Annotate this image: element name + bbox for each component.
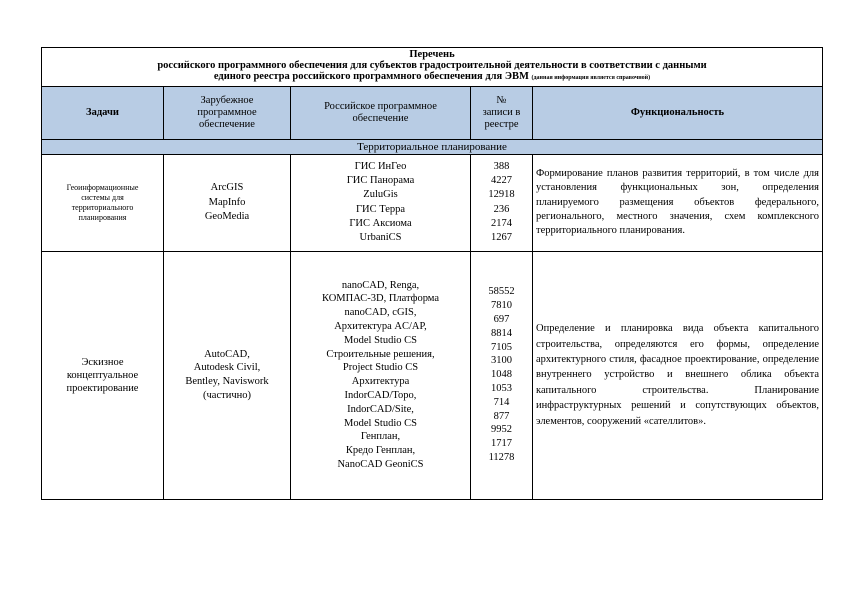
registry-number: 7105 [491,341,512,353]
russian-software-item: IndorCAD/Topo, [344,389,417,401]
russian-software-item: NanoCAD GeoniCS [337,458,424,470]
header-foreign-line-3: обеспечение [199,118,255,130]
russian-software-item: nanoCAD, cGIS, [344,307,417,319]
foreign-software-item: MapInfo [208,196,246,208]
russian-software-item: Строительные решения, [326,348,435,360]
russian-software-item: Генплан, [360,431,401,443]
russian-software-item: nanoCAD, Renga, [341,279,420,291]
task-cell [42,251,164,499]
registry-number: 1267 [491,232,512,244]
task-line: проектирование [66,382,139,394]
title-line-3 [44,71,820,84]
table-title [42,48,823,87]
header-foreign-line-2: программное [197,106,257,118]
russian-software-cell [291,154,471,251]
russian-software-item: ZuluGis [363,189,398,201]
russian-software-item: Архитектура AC/AP, [334,320,427,332]
russian-software-item: ГИС Панорама [346,175,415,187]
foreign-software-cell [164,154,291,251]
registry-number: 1717 [491,438,512,450]
functionality-cell: Определение и планировка вида объекта капитального строительства, определяются его формы, определение архитектурного стиля, фасадное проектирование, определение внутреннего устройство и внешнего облика объекта капитального строительства. Планирование инфраструктурных решений и сопутствующих объектов, элементов, сооружений «сателлитов». [533,251,823,499]
registry-number: 12918 [488,189,515,201]
registry-number: 8814 [491,327,512,339]
foreign-software-item: AutoCAD, [204,348,250,360]
registry-number: 697 [493,314,510,326]
registry-number: 58552 [488,286,515,298]
foreign-software-item: ArcGIS [210,182,244,194]
russian-software-item: Архитектура [351,376,410,388]
header-foreign-line-1: Зарубежное [200,94,254,106]
title-note: (данная информация является справочной) [531,75,651,82]
header-registry-number [471,86,533,139]
registry-number: 7810 [491,300,512,312]
title-line-2: российского программного обеспечения для субъектов градостроительной деятельности в соответствии с данными [157,60,707,72]
registry-number: 11278 [488,451,515,463]
russian-software-item: UrbaniCS [359,232,402,244]
task-line: системы для [81,192,124,202]
header-russian-software [291,86,471,139]
header-registry-line-2: записи в [482,106,521,118]
registry-number: 388 [493,161,510,172]
task-line: Геоинформационные [66,182,139,192]
section-title: Территориальное планирование [42,139,823,154]
russian-software-item: Model Studio CS [344,417,417,429]
task-line: планирования [78,212,127,222]
registry-number-cell [471,154,533,251]
task-cell [42,154,164,251]
foreign-software-item: Bentley, Naviswork [185,376,269,388]
russian-software-item: Model Studio CS [344,334,417,346]
registry-number: 3100 [491,355,512,367]
russian-software-item: IndorCAD/Site, [347,403,414,415]
russian-software-cell [291,251,471,499]
header-foreign-software [164,86,291,139]
registry-number: 1053 [491,383,512,394]
foreign-software-item: (частично) [203,389,251,401]
registry-number: 4227 [491,175,512,187]
russian-software-item: КОМПАС-3D, Платформа [321,293,440,305]
title-line-1: Перечень [409,49,455,60]
functionality-cell: Формирование планов развития территорий, в том числе для установления функциональных зон, определения планируемого размещения объектов федерального, регионального, местного значения, схем комплексного территориального планирования. [533,154,823,251]
russian-software-item: Project Studio CS [342,362,419,374]
foreign-software-item: Autodesk Civil, [193,362,261,374]
software-registry-table [41,47,823,500]
header-registry-line-1: № [496,94,507,106]
title-row [42,48,823,87]
task-line: территориального [71,202,134,212]
section-row [42,139,823,154]
registry-number: 9952 [491,424,512,436]
registry-number-cell [471,251,533,499]
registry-number: 236 [493,203,510,215]
registry-number: 714 [493,396,510,408]
registry-number: 877 [493,410,510,422]
header-functionality: Функциональность [533,86,823,139]
task-line: концептуальное [66,369,139,381]
russian-software-item: ГИС Терра [355,203,406,215]
registry-number: 1048 [491,369,512,381]
header-tasks: Задачи [42,86,164,139]
russian-software-item: ГИС ИнГео [354,161,407,172]
russian-software-item: Кредо Генплан, [345,445,416,457]
table-row [42,251,823,499]
header-row [42,86,823,139]
table-row [42,154,823,251]
title-line-3-text: единого реестра российского программного обеспечения для ЭВМ [213,71,529,83]
registry-number: 2174 [491,217,512,229]
header-russian-line-1: Российское программное [324,100,437,112]
foreign-software-item: GeoMedia [204,210,250,222]
foreign-software-cell [164,251,291,499]
task-line: Эскизное [81,356,124,368]
russian-software-item: ГИС Аксиома [349,217,412,229]
header-registry-line-3: реестре [484,118,519,130]
header-russian-line-2: обеспечение [352,112,409,124]
